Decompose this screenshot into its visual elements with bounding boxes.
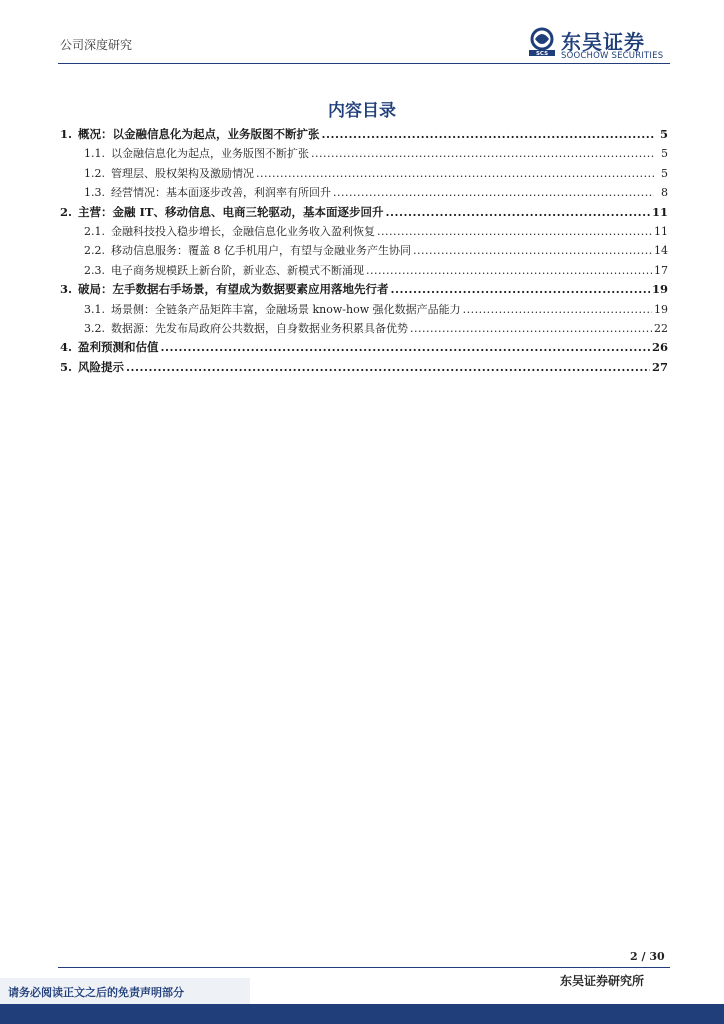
disclaimer-text: 请务必阅读正文之后的免责声明部分: [8, 986, 184, 999]
toc-entry-number: 4.: [60, 340, 73, 355]
toc-entry-text: 主营：金融 IT、移动信息、电商三轮驱动，基本面逐步回升: [78, 204, 384, 219]
table-of-contents: [60, 126, 668, 378]
toc-entry-text: 风险提示: [78, 359, 125, 374]
toc-entry-page: 19: [654, 302, 668, 316]
toc-entry-text: 场景侧：全链条产品矩阵丰富，金融场景 know-how 强化数据产品能力: [111, 302, 461, 316]
toc-entry-page: 5: [661, 166, 668, 180]
toc-entry-text: 电子商务规模跃上新台阶，新业态、新模式不断涌现: [111, 263, 364, 277]
toc-entry-page: 11: [651, 204, 668, 219]
toc-entry[interactable]: [60, 145, 668, 164]
toc-leader-dots: [126, 360, 650, 374]
toc-entry-number: 2.: [60, 204, 73, 219]
toc-entry-text: 管理层、股权架构及激励情况: [111, 166, 254, 180]
page-number: 2 / 30: [630, 950, 665, 963]
institute-name: 东吴证券研究所: [560, 974, 645, 988]
report-type-label: 公司深度研究: [60, 38, 133, 52]
toc-entry-number: 5.: [60, 359, 73, 374]
disclaimer-box: [0, 978, 250, 1004]
toc-entry[interactable]: [60, 242, 668, 261]
toc-entry-text: 数据源：先发布局政府公共数据，自身数据业务积累具备优势: [111, 321, 408, 335]
svg-text:SCS: SCS: [535, 51, 549, 57]
toc-entry-number: 1.1.: [84, 147, 105, 161]
toc-leader-dots: [377, 225, 652, 238]
toc-entry[interactable]: [60, 184, 668, 203]
toc-title: 内容目录: [328, 101, 396, 121]
toc-entry-page: 17: [654, 263, 668, 277]
toc-leader-dots: [366, 264, 652, 277]
toc-entry-number: 2.3.: [84, 263, 105, 277]
toc-entry[interactable]: [60, 339, 668, 358]
toc-leader-dots: [410, 322, 652, 335]
toc-entry[interactable]: [60, 126, 668, 145]
toc-entry-page: 5: [659, 127, 668, 141]
toc-entry-page: 14: [654, 244, 668, 258]
toc-entry-number: 1.2.: [84, 166, 105, 180]
toc-entry-number: 2.2.: [84, 244, 105, 258]
toc-leader-dots: [333, 186, 654, 199]
toc-entry[interactable]: [60, 281, 668, 300]
toc-entry-text: 盈利预测和估值: [78, 340, 159, 355]
toc-leader-dots: [311, 147, 654, 160]
toc-entry-text: 破局：左手数据右手场景，有望成为数据要素应用落地先行者: [78, 282, 389, 297]
toc-entry[interactable]: [60, 165, 668, 184]
toc-entry[interactable]: [60, 204, 668, 223]
toc-entry[interactable]: [60, 223, 668, 242]
toc-entry[interactable]: [60, 301, 668, 320]
toc-entry-page: 8: [661, 186, 668, 200]
toc-leader-dots: [385, 205, 650, 219]
toc-entry-number: 2.1.: [84, 224, 105, 238]
toc-entry-number: 1.: [60, 127, 73, 141]
toc-entry-text: 金融科技投入稳步增长，金融信息化业务收入盈利恢复: [111, 224, 375, 238]
toc-leader-dots: [256, 167, 654, 180]
toc-entry-page: 5: [661, 147, 668, 161]
toc-entry[interactable]: [60, 262, 668, 281]
toc-entry[interactable]: [60, 320, 668, 339]
toc-entry-number: 3.1.: [84, 302, 105, 316]
company-logo: [527, 26, 677, 60]
toc-entry-text: 经营情况：基本面逐步改善，利润率有所回升: [111, 186, 331, 200]
toc-leader-dots: [391, 282, 650, 296]
logo-english-name: SOOCHOW SECURITIES: [561, 51, 664, 61]
footer-band: [0, 1004, 724, 1024]
toc-leader-dots: [322, 127, 654, 141]
toc-leader-dots: [161, 340, 650, 354]
toc-entry-page: 27: [651, 359, 668, 374]
scs-emblem-icon: [527, 27, 557, 57]
toc-entry-page: 19: [651, 282, 668, 297]
header-divider: [58, 63, 670, 64]
toc-leader-dots: [413, 244, 652, 257]
toc-leader-dots: [463, 303, 652, 316]
toc-entry-text: 移动信息服务：覆盖 8 亿手机用户，有望与金融业务产生协同: [111, 244, 411, 258]
toc-entry-number: 1.3.: [84, 186, 105, 200]
toc-entry-page: 11: [654, 224, 668, 238]
logo-chinese-name: 东吴证券: [561, 30, 645, 54]
toc-entry-text: 概况：以金融信息化为起点，业务版图不断扩张: [78, 127, 320, 141]
footer-divider: [58, 967, 670, 968]
toc-entry-number: 3.2.: [84, 321, 105, 335]
toc-entry[interactable]: [60, 359, 668, 378]
toc-entry-text: 以金融信息化为起点，业务版图不断扩张: [111, 147, 309, 161]
toc-entry-page: 22: [654, 321, 668, 335]
toc-entry-number: 3.: [60, 282, 73, 297]
toc-entry-page: 26: [651, 340, 668, 355]
